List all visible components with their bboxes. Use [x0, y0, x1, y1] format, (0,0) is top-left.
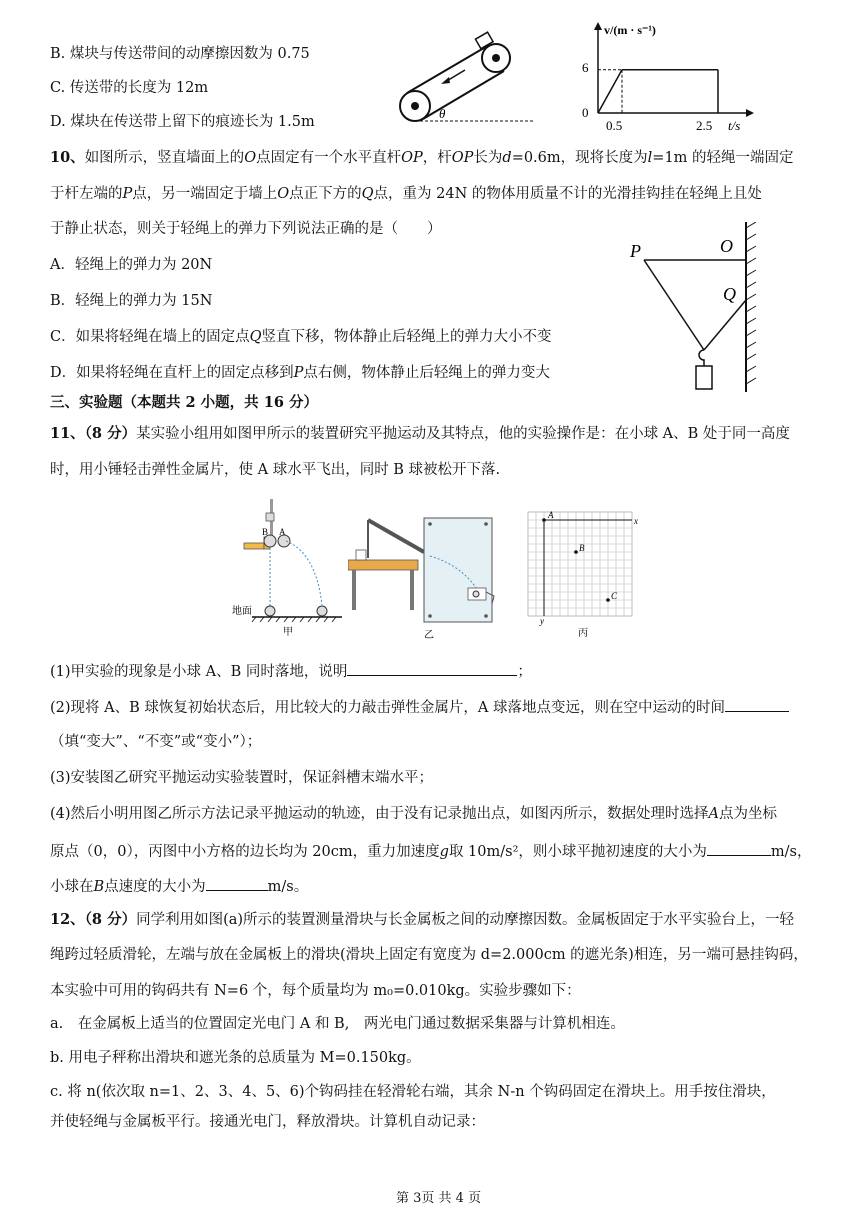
q11-part3: (3)安装图乙研究平抛运动实验装置时，保证斜槽末端水平； — [50, 770, 434, 786]
vt-ylabel: v/(m · s⁻¹) — [604, 23, 656, 37]
figure-yi — [348, 508, 508, 640]
q9-option-c: C. 传送带的长度为 12m — [50, 80, 209, 96]
bing-caption: 丙 — [578, 628, 588, 639]
vt-xlabel: t/s — [728, 118, 741, 133]
q10-line2: 于杆左端的P点，另一端固定于墙上O点正下方的Q点，重为 24N 的物体用质量不计的光滑挂钩挂在轻绳上且处 — [50, 186, 762, 202]
q11-part2-hint: （填“变大”、“不变”或“变小”）； — [50, 734, 262, 750]
rope-label-q: Q — [723, 284, 736, 304]
q11-part2: (2)现将 A、B 球恢复初始状态后，用比较大的力敲击弹性金属片，A 球落地点变远，则在空中运动的时间 — [50, 697, 789, 717]
bing-label-a: A — [548, 510, 554, 520]
vt-line-segment — [598, 70, 622, 113]
section-3-title: 三、实验题（本题共 2 小题，共 16 分） — [50, 394, 318, 411]
q12-line3: 本实验中可用的钩码共有 N=6 个，每个质量均为 m₀=0.010kg。实验步骤如下： — [50, 983, 581, 999]
q10-line3: 于静止状态，则关于轻绳上的弹力下列说法正确的是（ ） — [50, 221, 442, 237]
page-footer: 第 3页 共 4 页 — [396, 1191, 482, 1206]
q12-step-a: a. 在金属板上适当的位置固定光电门 A 和 B, 两光电门通过数据采集器与计算机相连。 — [50, 1016, 625, 1032]
vt-ytick-6: 6 — [582, 60, 589, 75]
q10-option-a: A．轻绳上的弹力为 20N — [50, 257, 213, 273]
figure-jia — [230, 493, 345, 639]
q12-line1: 12、（8 分）同学利用如图(a)所示的装置测量滑块与长金属板之间的动摩擦因数。金属板固定于水平实验台上，一轻 — [50, 911, 795, 928]
vt-xtick-0.5: 0.5 — [606, 118, 623, 133]
q9-option-d: D. 煤块在传送带上留下的痕迹长为 1.5m — [50, 114, 315, 130]
q11-line2: 时，用小锤轻击弹性金属片，使 A 球水平飞出，同时 B 球被松开下落. — [50, 462, 501, 478]
q12-line2: 绳跨过轻质滑轮，左端与放在金属板上的滑块(滑块上固定有宽度为 d=2.000cm 的遮光条)相连，另一端可悬挂钩码， — [50, 947, 808, 963]
figure-bing — [520, 508, 648, 640]
bing-label-c: C — [611, 591, 618, 601]
q9-option-b: B. 煤块与传送带间的动摩擦因数为 0.75 — [50, 46, 310, 62]
rope-hook-figure — [622, 222, 762, 397]
jia-ground-label: 地面 — [232, 606, 252, 617]
q11-part1: (1)甲实验的现象是小球 A、B 同时落地，说明 ； — [50, 661, 532, 681]
answer-blank-4[interactable] — [206, 876, 268, 891]
q12-step-c2: 并使轻绳与金属板平行。接通光电门，释放滑块。计算机自动记录： — [50, 1114, 485, 1130]
q11-line1: 11、（8 分）某实验小组用如图甲所示的装置研究平抛运动及其特点，他的实验操作是：在小球 A、B 处于同一高度 — [50, 425, 790, 442]
rope-label-o: O — [720, 236, 733, 256]
answer-blank-2[interactable] — [725, 697, 789, 712]
answer-blank-3[interactable] — [707, 841, 771, 856]
q10-option-c: C．如果将轻绳在墙上的固定点Q竖直下移，物体静止后轻绳上的弹力大小不变 — [50, 329, 552, 345]
q11-part4-line1: (4)然后小明用图乙所示方法记录平抛运动的轨迹，由于没有记录抛出点，如图丙所示，数据处理时选择A点为坐标 — [50, 806, 778, 822]
q10-option-b: B．轻绳上的弹力为 15N — [50, 293, 213, 309]
belt-angle-label: θ — [439, 106, 446, 121]
q10-line1: 10、如图所示，竖直墙面上的O点固定有一个水平直杆OP，杆OP长为d=0.6m，现将长度为l=1m 的轻绳一端固定 — [50, 149, 794, 166]
vt-xtick-2.5: 2.5 — [696, 118, 713, 133]
q11-part4-line2: 原点（0，0），丙图中小方格的边长均为 20cm，重力加速度g取 10m/s²，则小球平抛初速度的大小为 m/s， — [50, 841, 811, 861]
jia-label-a: A — [279, 527, 286, 537]
answer-blank-1[interactable] — [347, 661, 517, 676]
yi-caption: 乙 — [424, 630, 434, 640]
jia-caption: 甲 — [283, 627, 293, 638]
q10-option-d: D．如果将轻绳在直杆上的固定点移到P点右侧，物体静止后轻绳上的弹力变大 — [50, 365, 550, 381]
q12-step-c1: c. 将 n(依次取 n=1、2、3、4、5、6)个钩码挂在轻滑轮右端，其余 N-n 个钩码固定在滑块上。用手按住滑块， — [50, 1084, 776, 1100]
jia-label-b: B — [262, 527, 269, 537]
bing-label-b: B — [579, 543, 585, 553]
q12-step-b: b. 用电子秤称出滑块和遮光条的总质量为 M=0.150kg。 — [50, 1050, 421, 1066]
bing-axis-y: y — [540, 616, 544, 626]
rope-label-p: P — [630, 241, 641, 261]
bing-axis-x: x — [634, 516, 638, 526]
conveyor-belt-figure — [393, 30, 543, 130]
q11-part4-line3: 小球在B点速度的大小为 m/s。 — [50, 876, 308, 896]
vt-graph — [578, 18, 758, 133]
vt-ytick-0: 0 — [582, 105, 589, 120]
